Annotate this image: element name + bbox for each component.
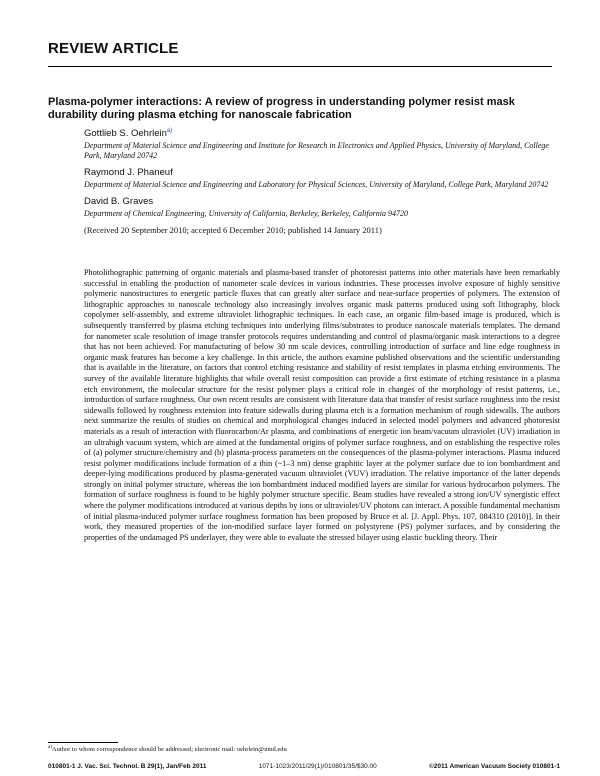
author-name: Raymond J. Phaneuf [84,167,173,179]
footer-copyright: ©2011 American Vacuum Society 010801-1 [428,763,560,770]
abstract-text: Photolithographic patterning of organic materials and plasma-based transfer of photoresist patterns into other materials have been remarkably successful in enabling the production of nanometer scale devices in various industries. These processes involve exposure of highly sensitive polymeric nanostructures to energetic particle fluxes that can greatly alter surface and near-surface properties of polymers. The extension of lithographic approaches to nanoscale technology also increasingly involves organic mask patterns produced using soft lithography, block copolymer self-assembly, and extreme ultraviolet lithographic techniques. In each case, an organic film-based image is produced, which is subsequently transferred by plasma etching techniques into underlying films/substrates to produce nanoscale materials templates. The demand for nanometer scale resolution of image transfer protocols requires understanding and control of plasma/organic mask interactions to a degree that has not been achieved. For manufacturing of below 30 nm scale devices, controlling introduction of surface and line edge roughness in organic mask features has become a key challenge. In this article, the authors examine published observations and the scientific understanding that is available in the literature, on factors that control etching resistance and stability of resist templates in plasma etching environments. The survey of the available literature highlights that while overall resist composition can provide a first estimate of etching resistance in a plasma etch environment, the molecular structure for the resist polymer plays a critical role in changes of the morphology of resist patterns, i.e., introduction of surface roughness. Our own recent results are consistent with literature data that transfer of resist surface roughness into the resist sidewalls followed by roughness extension into feature sidewalls during plasma etch is a formation mechanism of rough sidewalls. The authors next summarize the results of studies on chemical and morphological changes induced in selected model polymers and advanced photoresist materials as a result of interaction with fluorocarbon/Ar plasma, and combinations of energetic ion beam/vacuum ultraviolet (UV) irradiation in an ultrahigh vacuum system, which are aimed at the fundamental origins of polymer surface roughness, and on establishing the respective roles of (a) polymer structure/chemistry and (b) plasma-process parameters on the consequences of the plasma-polymer interactions. Plasma induced resist polymer modifications include formation of a thin (~1–3 nm) dense graphitic layer at the polymer surface due to ion bombardment and deeper-lying modifications produced by plasma-generated vacuum ultraviolet (VUV) irradiation. The relative importance of the latter depends strongly on initial polymer structure, whereas the ion bombardment induced modified layers are similar for various hydrocarbon polymers. The formation of surface roughness is found to be highly polymer structure specific. Beam studies have revealed a strong ion/UV synergistic effect where the polymer modifications introduced at various depths by ions or ultraviolet/UV photons can interact. A possible fundamental mechanism of initial plasma-induced polymer surface roughness formation has been proposed by Bruce et al. [J. Appl. Phys. 107, 084310 (2010)]. In their work, they measured properties of the ion-modified surface layer formed on polystyrene (PS) polymer surfaces, and by considering the properties of the undamaged PS underlayer, they were able to evaluate the stressed bilayer using elastic buckling theory. Their [84,268,560,542]
author-block [84,125,560,236]
footnote-mark: a) [48,745,52,750]
correspondence-mark[interactable]: a) [166,128,173,134]
running-footer [48,763,560,770]
section-label: REVIEW ARTICLE [48,40,179,57]
header-rule [48,66,552,67]
author-name: Gottlieb S. Oehrlein$^{a)}$ [84,128,173,140]
article-title: Plasma-polymer interactions: A review of progress in understanding polymer resist mask durability during plasma etching for nanoscale fabrication [48,96,515,121]
author-name: David B. Graves [84,196,154,208]
author-affiliation: Department of Material Science and Engineering and Laboratory for Physical Sciences, University of Maryland, College Park, Maryland 20742 [84,180,549,190]
footer-issn: 1071-1023/2011/29(1)/010801/35/$30.00 [258,763,377,770]
footnote-rule [48,742,118,743]
footnote [48,745,287,753]
footer-journal: 010801-1 J. Vac. Sci. Technol. B 29(1), Jan/Feb 2011 [48,763,207,770]
author-affiliation: Department of Material Science and Engineering and Institute for Research in Electronics and Applied Physics, University of Maryland, College Park, Maryland 20742 [84,141,549,161]
author-affiliation: Department of Chemical Engineering, University of California, Berkeley, Berkeley, California 94720 [84,209,408,219]
received-dates: (Received 20 September 2010; accepted 6 December 2010; published 14 January 2011) [84,225,382,236]
footnote-text: Author to whom correspondence should be addressed; electronic mail: oehrlein@umd.edu [51,746,287,754]
